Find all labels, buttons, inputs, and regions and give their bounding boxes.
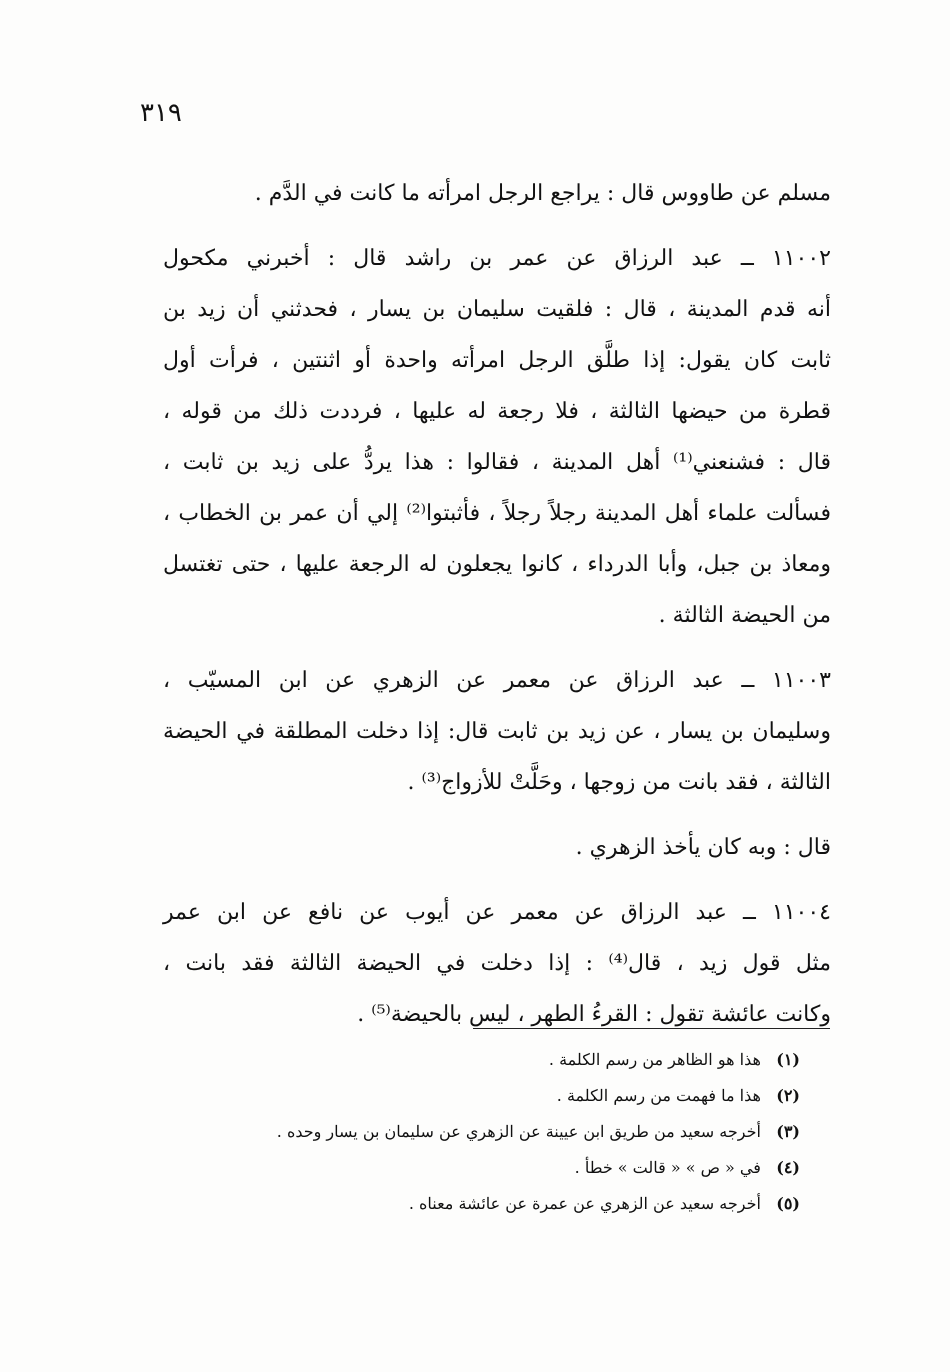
hadith-11002	[163, 233, 831, 641]
footnote-number: (٣)	[776, 1122, 800, 1141]
text-line: ومعاذ بن جبل، وأبا الدرداء ، كانوا يجعلون له الرجعة عليها ، حتى تغتسل	[163, 552, 831, 577]
footnote-5	[160, 1186, 800, 1222]
footnote-text: أخرجه سعيد عن الزهري عن عمرة عن عائشة معناه .	[408, 1194, 761, 1213]
hadith-11003	[163, 655, 831, 808]
text-line: الثالثة ، فقد بانت من زوجها ، وحَلَّتْ للأزواج⁽³⁾ .	[407, 770, 831, 795]
text-line: مثل قول زيد ، قال⁽⁴⁾ : إذا دخلت في الحيضة الثالثة فقد بانت ،	[163, 951, 831, 976]
footnote-number: (١)	[776, 1050, 800, 1069]
footnotes	[160, 1042, 800, 1222]
footnote-2	[160, 1078, 800, 1114]
text-line: قطرة من حيضها الثالثة ، فلا رجعة له عليها ، فرددت ذلك من قوله ،	[163, 399, 831, 424]
footnote-divider	[473, 1028, 830, 1029]
paragraph-zuhri	[163, 822, 831, 873]
paragraph-intro	[163, 168, 831, 219]
text-line: قال : وبه كان يأخذ الزهري .	[575, 835, 831, 860]
text-line: ١١٠٠٤ ــ عبد الرزاق عن معمر عن أيوب عن نافع عن ابن عمر	[163, 900, 831, 925]
main-text	[163, 168, 831, 1054]
text-line: فسألت علماء أهل المدينة رجلاً رجلاً ، فأثبتوا⁽²⁾ إلي أن عمر بن الخطاب ،	[163, 501, 831, 526]
text-line: وكانت عائشة تقول : القرءُ الطهر ، ليس بالحيضة⁽⁵⁾ .	[357, 1002, 831, 1027]
text-line: وسليمان بن يسار ، عن زيد بن ثابت قال: إذا دخلت المطلقة في الحيضة	[163, 719, 831, 744]
footnote-text: هذا ما فهمت من رسم الكلمة .	[556, 1086, 761, 1105]
text-line: مسلم عن طاووس قال : يراجع الرجل امرأته ما كانت في الدَّم .	[254, 181, 831, 206]
text-line: ١١٠٠٢ ــ عبد الرزاق عن عمر بن راشد قال : أخبرني مكحول	[163, 246, 831, 271]
text-line: أنه قدم المدينة ، قال : فلقيت سليمان بن يسار ، فحدثني أن زيد بن	[163, 297, 831, 322]
footnote-4	[160, 1150, 800, 1186]
text-line: ١١٠٠٣ ــ عبد الرزاق عن معمر عن الزهري عن ابن المسيّب ،	[163, 668, 831, 693]
text-line: ثابت كان يقول: إذا طلَّق الرجل امرأته واحدة أو اثنتين ، فرأت أول	[163, 348, 831, 373]
footnote-text: هذا هو الظاهر من رسم الكلمة .	[548, 1050, 761, 1069]
footnote-number: (٥)	[776, 1194, 800, 1213]
text-line: قال : فشنعني⁽¹⁾ أهل المدينة ، فقالوا : هذا يردُّ على زيد بن ثابت ،	[163, 450, 831, 475]
page-number: ٣١٩	[140, 98, 182, 128]
text-line: من الحيضة الثالثة .	[658, 603, 831, 628]
footnote-text: في « ص » « قالت » خطأ .	[574, 1158, 761, 1177]
footnote-1	[160, 1042, 800, 1078]
footnote-3	[160, 1114, 800, 1150]
footnote-number: (٤)	[776, 1158, 800, 1177]
hadith-11004	[163, 887, 831, 1040]
footnote-number: (٢)	[776, 1086, 800, 1105]
footnote-text: أخرجه سعيد من طريق ابن عيينة عن الزهري عن سليمان بن يسار وحده .	[276, 1122, 761, 1141]
